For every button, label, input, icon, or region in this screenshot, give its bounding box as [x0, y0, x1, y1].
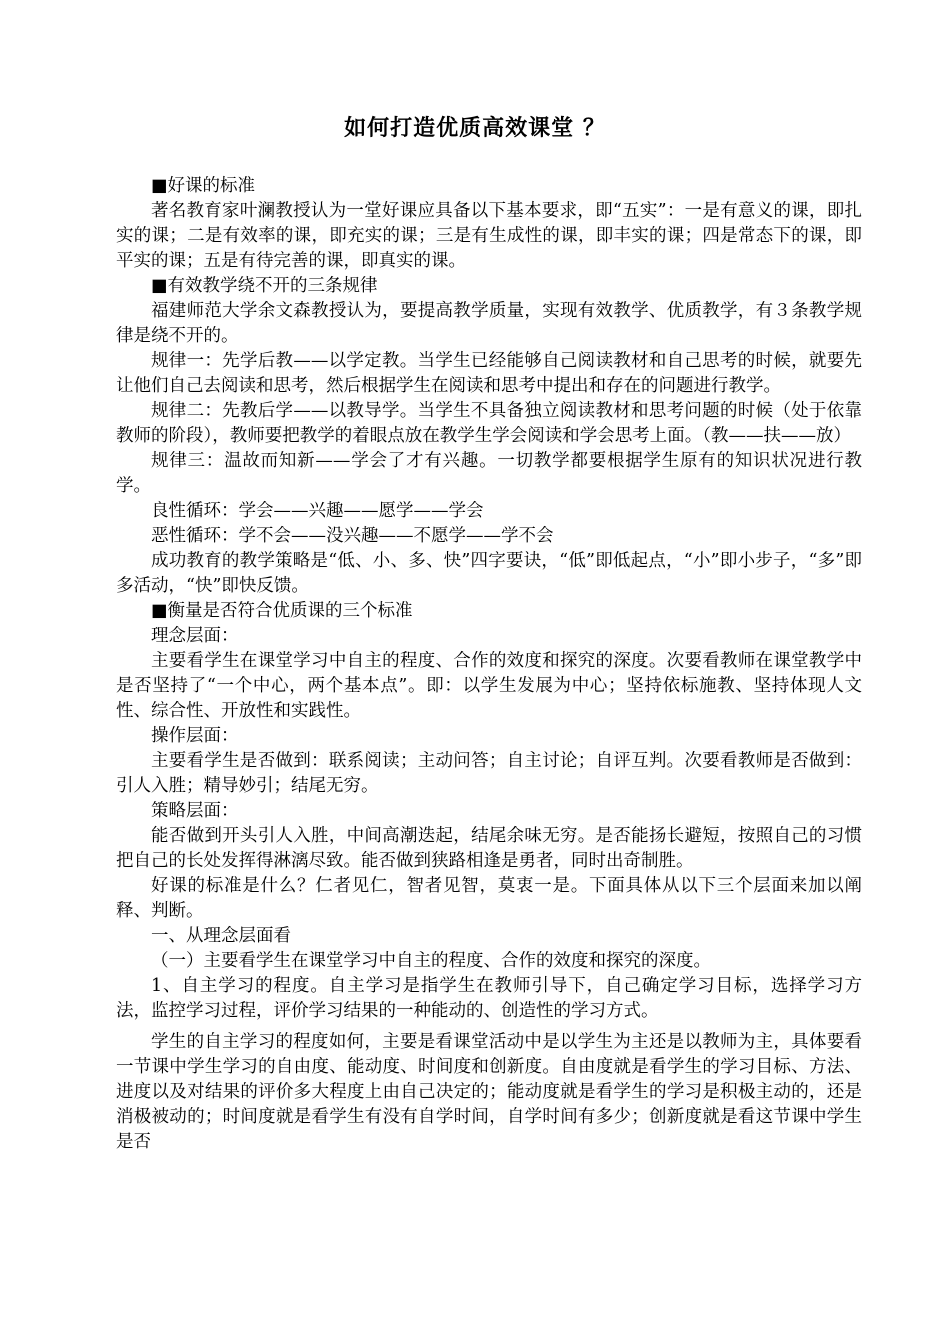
paragraph: 能否做到开头引人入胜，中间高潮迭起，结尾余味无穷。是否能扬长避短，按照自己的习惯把自己的长处发挥得淋漓尽致。能否做到狭路相逢是勇者，同时出奇制胜。 — [116, 826, 862, 871]
paragraph: 好课的标准是什么？仁者见仁，智者见智，莫衷一是。下面具体从以下三个层面来加以阐释、判断。 — [116, 876, 862, 921]
section-heading: ■好课的标准 — [151, 176, 256, 196]
paragraph: （一）主要看学生在课堂学习中自主的程度、合作的效度和探究的深度。 — [151, 951, 711, 971]
paragraph: 主要看学生是否做到：联系阅读；主动问答；自主讨论；自评互判。次要看教师是否做到：引人入胜；精导妙引；结尾无穷。 — [116, 751, 862, 796]
section-heading: ■有效教学绕不开的三条规律 — [151, 276, 378, 296]
subheading: 策略层面： — [151, 801, 239, 821]
paragraph: 成功教育的教学策略是“低、小、多、快”四字要诀，“低”即低起点，“小”即小步子，“多”即多活动，“快”即快反馈。 — [116, 551, 862, 596]
document-body — [116, 174, 862, 1155]
paragraph: 规律二：先教后学——以教导学。当学生不具备独立阅读教材和思考问题的时候（处于依靠教师的阶段），教师要把教学的着眼点放在教学生学会阅读和学会思考上面。（教——扶——放） — [116, 401, 862, 446]
subheading: 一、从理念层面看 — [151, 926, 291, 946]
document-title: 如何打造优质高效课堂 ？ — [344, 116, 606, 141]
paragraph: 福建师范大学余文森教授认为，要提高教学质量，实现有效教学、优质教学，有３条教学规律是绕不开的。 — [116, 301, 862, 346]
paragraph: 规律一：先学后教——以学定教。当学生已经能够自己阅读教材和自己思考的时候，就要先让他们自己去阅读和思考，然后根据学生在阅读和思考中提出和存在的问题进行教学。 — [116, 351, 862, 396]
paragraph: 恶性循环：学不会——没兴趣——不愿学——学不会 — [151, 526, 554, 546]
subheading: 操作层面： — [151, 726, 239, 746]
paragraph: 1、自主学习的程度。自主学习是指学生在教师引导下，自己确定学习目标，选择学习方法，监控学习过程，评价学习结果的一种能动的、创造性的学习方式。 — [116, 976, 862, 1021]
paragraph: 著名教育家叶澜教授认为一堂好课应具备以下基本要求，即“五实”：一是有意义的课，即扎实的课；二是有效率的课，即充实的课；三是有生成性的课，即丰实的课；四是常态下的课，即平实的课；五是有待完善的课，即真实的课。 — [116, 201, 862, 271]
section-heading: ■衡量是否符合优质课的三个标准 — [151, 601, 413, 621]
subheading: 理念层面： — [151, 626, 239, 646]
paragraph: 主要看学生在课堂学习中自主的程度、合作的效度和探究的深度。次要看教师在课堂教学中是否坚持了“一个中心，两个基本点”。即：以学生发展为中心；坚持依标施教、坚持体现人文性、综合性、开放性和实践性。 — [116, 651, 862, 721]
paragraph: 规律三：温故而知新——学会了才有兴趣。一切教学都要根据学生原有的知识状况进行教学。 — [116, 451, 862, 496]
paragraph: 学生的自主学习的程度如何，主要是看课堂活动中是以学生为主还是以教师为主，具体要看一节课中学生学习的自由度、能动度、时间度和创新度。自由度就是看学生的学习目标、方法、进度以及对结果的评价多大程度上由自己决定的；能动度就是看学生的学习是积极主动的，还是消极被动的；时间度就是看学生有没有自学时间，自学时间有多少；创新度就是看这节课中学生是否 — [116, 1032, 862, 1152]
paragraph: 良性循环：学会——兴趣——愿学——学会 — [151, 501, 484, 521]
